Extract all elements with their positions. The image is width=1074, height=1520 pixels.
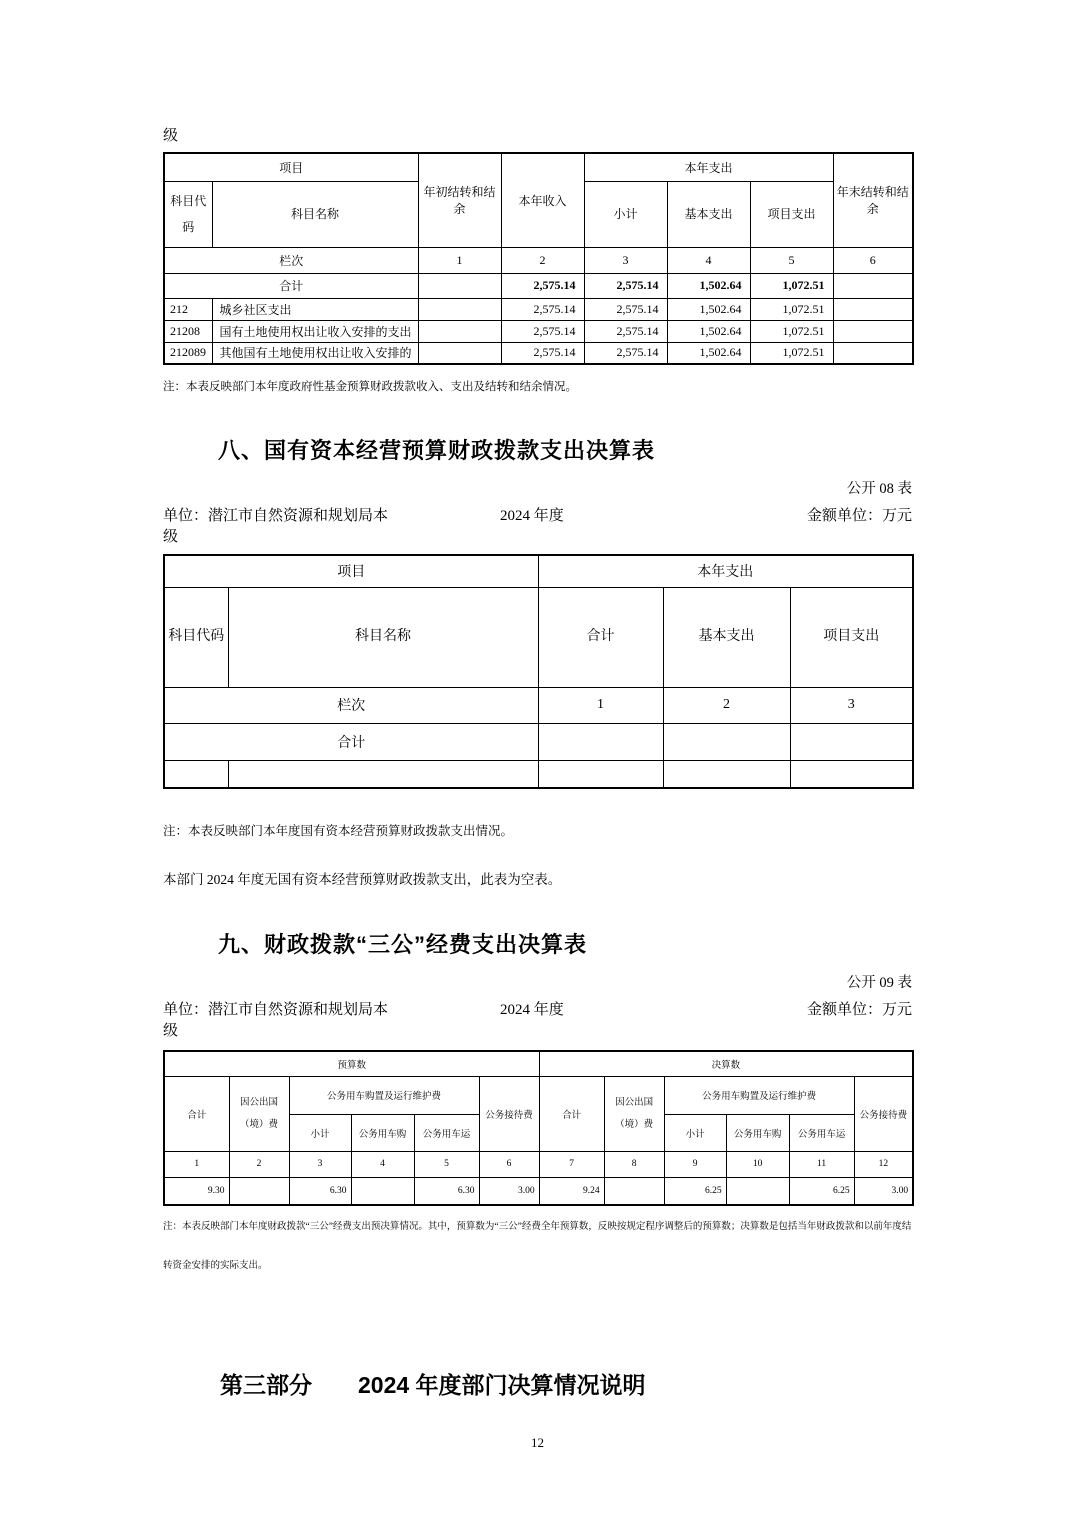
part3-title: 第三部分 2024 年度部门决算情况说明 bbox=[220, 1372, 646, 1398]
t1-header-year-expense: 本年支出 bbox=[584, 153, 833, 181]
t3-index: 4 bbox=[351, 1151, 414, 1177]
t3-index: 6 bbox=[479, 1151, 539, 1177]
t3-final-vehicle-operation: 公务用车运 bbox=[789, 1114, 854, 1151]
t3-budget-vehicle-subtotal: 小计 bbox=[289, 1114, 351, 1151]
t2-total-label: 合计 bbox=[164, 723, 538, 760]
unit-wrap-overflow: 级 bbox=[163, 128, 179, 144]
t1-row-value: 2,575.14 bbox=[501, 320, 584, 342]
t1-index-1: 1 bbox=[418, 247, 501, 273]
t3-index: 1 bbox=[164, 1151, 229, 1177]
t3-value: 9.24 bbox=[539, 1177, 604, 1205]
t1-row-value bbox=[418, 342, 501, 364]
section9-unit-wrap: 级 bbox=[163, 1023, 179, 1039]
t3-header-budget-group: 预算数 bbox=[164, 1051, 539, 1076]
t1-row-code: 212089 bbox=[164, 342, 212, 364]
t3-index: 2 bbox=[229, 1151, 289, 1177]
t3-index: 12 bbox=[854, 1151, 913, 1177]
t3-final-abroad bbox=[604, 1076, 664, 1151]
t3-budget-vehicle-operation: 公务用车运 bbox=[414, 1114, 479, 1151]
t1-row-code: 21208 bbox=[164, 320, 212, 342]
t3-budget-abroad bbox=[229, 1076, 289, 1151]
t3-final-abroad-line2: （境）费 bbox=[615, 1119, 654, 1130]
t1-row-value: 2,575.14 bbox=[501, 342, 584, 364]
table-row bbox=[164, 320, 913, 342]
section8-title: 八、国有资本经营预算财政拨款支出决算表 bbox=[218, 438, 656, 463]
t3-note bbox=[163, 1220, 912, 1273]
section9-title: 九、财政拨款“三公”经费支出决算表 bbox=[218, 932, 588, 957]
empty-cell bbox=[790, 760, 913, 788]
t3-value: 6.30 bbox=[289, 1177, 351, 1205]
t3-final-total: 合计 bbox=[539, 1076, 604, 1151]
t3-value: 9.30 bbox=[164, 1177, 229, 1205]
t1-header-basic-expense: 基本支出 bbox=[667, 181, 750, 247]
t2-empty-note: 本部门 2024 年度无国有资本经营预算财政拨款支出，此表为空表。 bbox=[163, 872, 562, 887]
t1-total-project: 1,072.51 bbox=[750, 273, 833, 298]
t3-value: 6.25 bbox=[664, 1177, 726, 1205]
t3-value: 6.30 bbox=[414, 1177, 479, 1205]
t3-header-final-group: 决算数 bbox=[539, 1051, 913, 1076]
empty-cell bbox=[790, 723, 913, 760]
t3-index: 3 bbox=[289, 1151, 351, 1177]
t1-header-end-balance: 年末结转和结余 bbox=[833, 153, 913, 247]
t3-budget-vehicle-group: 公务用车购置及运行维护费 bbox=[289, 1076, 479, 1114]
t1-row-value bbox=[833, 320, 913, 342]
empty-cell bbox=[538, 723, 663, 760]
t3-value bbox=[351, 1177, 414, 1205]
t3-budget-abroad-line2: （境）费 bbox=[239, 1119, 278, 1130]
t1-row-value: 2,575.14 bbox=[584, 298, 667, 320]
t2-index-2: 2 bbox=[663, 687, 790, 723]
t2-header-basic-expense: 基本支出 bbox=[663, 587, 790, 687]
t1-header-subtotal: 小计 bbox=[584, 181, 667, 247]
t1-index-4: 4 bbox=[667, 247, 750, 273]
t2-header-total: 合计 bbox=[538, 587, 663, 687]
t3-final-reception: 公务接待费 bbox=[854, 1076, 913, 1151]
page-number: 12 bbox=[531, 1435, 544, 1450]
t2-note: 注：本表反映部门本年度国有资本经营预算财政拨款支出情况。 bbox=[163, 824, 514, 838]
t3-final-vehicle-subtotal: 小计 bbox=[664, 1114, 726, 1151]
t1-header-project-expense: 项目支出 bbox=[750, 181, 833, 247]
t3-value: 6.25 bbox=[789, 1177, 854, 1205]
section8-unit-wrap: 级 bbox=[163, 529, 179, 545]
t1-header-subject-name: 科目名称 bbox=[212, 181, 418, 247]
t3-note-line1: 注：本表反映部门本年度财政拨款“三公”经费支出预决算情况。其中，预算数为“三公”经费全年预算数，反映按规定程序调整后的预算数；决算数是包括当年财政拨款和以前年度结 bbox=[163, 1222, 912, 1232]
t1-header-subject-code: 科目代码 bbox=[164, 181, 212, 247]
t3-note-line2: 转资金安排的实际支出。 bbox=[163, 1261, 268, 1271]
section9-year-label: 2024 年度 bbox=[500, 1002, 564, 1018]
t1-index-2: 2 bbox=[501, 247, 584, 273]
t1-header-begin-balance: 年初结转和结余 bbox=[418, 153, 501, 247]
table-row bbox=[164, 342, 913, 364]
t1-row-value: 1,502.64 bbox=[667, 298, 750, 320]
t2-header-year-expense: 本年支出 bbox=[538, 555, 913, 587]
t3-value bbox=[604, 1177, 664, 1205]
t3-budget-total: 合计 bbox=[164, 1076, 229, 1151]
t2-index-1: 1 bbox=[538, 687, 663, 723]
section9-amount-unit-label: 金额单位：万元 bbox=[806, 1002, 912, 1018]
section9-table-code: 公开 09 表 bbox=[846, 975, 912, 991]
section9-meta bbox=[163, 1000, 912, 1021]
t1-row-value: 1,502.64 bbox=[667, 342, 750, 364]
t3-index: 7 bbox=[539, 1151, 604, 1177]
t3-value bbox=[726, 1177, 789, 1205]
t3-budget-vehicle-purchase: 公务用车购 bbox=[351, 1114, 414, 1151]
t1-row-value bbox=[833, 342, 913, 364]
t1-row-value bbox=[418, 320, 501, 342]
t1-row-name: 国有土地使用权出让收入安排的支出 bbox=[212, 320, 418, 342]
empty-cell bbox=[663, 723, 790, 760]
t1-row-value: 2,575.14 bbox=[584, 342, 667, 364]
t1-total-label: 合计 bbox=[164, 273, 418, 298]
empty-cell bbox=[228, 760, 538, 788]
t3-budget-reception: 公务接待费 bbox=[479, 1076, 539, 1151]
t1-index-label: 栏次 bbox=[164, 247, 418, 273]
t2-header-subject-code: 科目代码 bbox=[164, 587, 228, 687]
section8-year-label: 2024 年度 bbox=[500, 508, 564, 524]
section8-table-code: 公开 08 表 bbox=[846, 481, 912, 497]
t3-final-vehicle-group: 公务用车购置及运行维护费 bbox=[664, 1076, 854, 1114]
t2-index-label: 栏次 bbox=[164, 687, 538, 723]
t3-index: 8 bbox=[604, 1151, 664, 1177]
t1-row-value: 1,502.64 bbox=[667, 320, 750, 342]
t3-index: 11 bbox=[789, 1151, 854, 1177]
t1-row-name: 城乡社区支出 bbox=[212, 298, 418, 320]
t3-final-abroad-line1: 因公出国 bbox=[615, 1097, 654, 1108]
t1-index-5: 5 bbox=[750, 247, 833, 273]
section9-unit-label: 单位：潜江市自然资源和规划局本 bbox=[163, 1002, 389, 1018]
state-capital-expense-table bbox=[163, 554, 914, 789]
t1-row-value bbox=[418, 298, 501, 320]
t1-total-basic: 1,502.64 bbox=[667, 273, 750, 298]
t1-row-value: 2,575.14 bbox=[501, 298, 584, 320]
t1-index-3: 3 bbox=[584, 247, 667, 273]
t1-total-begin-balance bbox=[418, 273, 501, 298]
empty-cell bbox=[663, 760, 790, 788]
t1-row-value: 1,072.51 bbox=[750, 342, 833, 364]
t1-row-value: 2,575.14 bbox=[584, 320, 667, 342]
t1-row-value bbox=[833, 298, 913, 320]
t1-row-code: 212 bbox=[164, 298, 212, 320]
t1-row-name: 其他国有土地使用权出让收入安排的 bbox=[212, 342, 418, 364]
section8-amount-unit-label: 金额单位：万元 bbox=[806, 508, 912, 524]
t2-index-3: 3 bbox=[790, 687, 913, 723]
t1-total-year-income: 2,575.14 bbox=[501, 273, 584, 298]
t1-row-value: 1,072.51 bbox=[750, 298, 833, 320]
t3-value bbox=[229, 1177, 289, 1205]
section8-unit-label: 单位：潜江市自然资源和规划局本 bbox=[163, 508, 389, 524]
t3-final-vehicle-purchase: 公务用车购 bbox=[726, 1114, 789, 1151]
t3-value: 3.00 bbox=[854, 1177, 913, 1205]
t1-note: 注：本表反映部门本年度政府性基金预算财政拨款收入、支出及结转和结余情况。 bbox=[163, 381, 577, 393]
t1-row-value: 1,072.51 bbox=[750, 320, 833, 342]
t1-index-6: 6 bbox=[833, 247, 913, 273]
t3-index: 9 bbox=[664, 1151, 726, 1177]
t3-value: 3.00 bbox=[479, 1177, 539, 1205]
gov-fund-budget-table bbox=[163, 152, 914, 365]
t2-header-subject-name: 科目名称 bbox=[228, 587, 538, 687]
empty-cell bbox=[538, 760, 663, 788]
t2-header-project-expense: 项目支出 bbox=[790, 587, 913, 687]
empty-cell bbox=[164, 760, 228, 788]
t3-budget-abroad-line1: 因公出国 bbox=[239, 1097, 278, 1108]
t1-header-year-income: 本年收入 bbox=[501, 153, 584, 247]
t3-index: 10 bbox=[726, 1151, 789, 1177]
t3-index: 5 bbox=[414, 1151, 479, 1177]
section8-meta bbox=[163, 506, 912, 527]
table-row bbox=[164, 298, 913, 320]
t1-total-end-balance bbox=[833, 273, 913, 298]
three-public-expenses-table bbox=[163, 1050, 914, 1206]
t2-header-project: 项目 bbox=[164, 555, 538, 587]
t1-total-subtotal: 2,575.14 bbox=[584, 273, 667, 298]
t1-header-project: 项目 bbox=[164, 153, 418, 181]
